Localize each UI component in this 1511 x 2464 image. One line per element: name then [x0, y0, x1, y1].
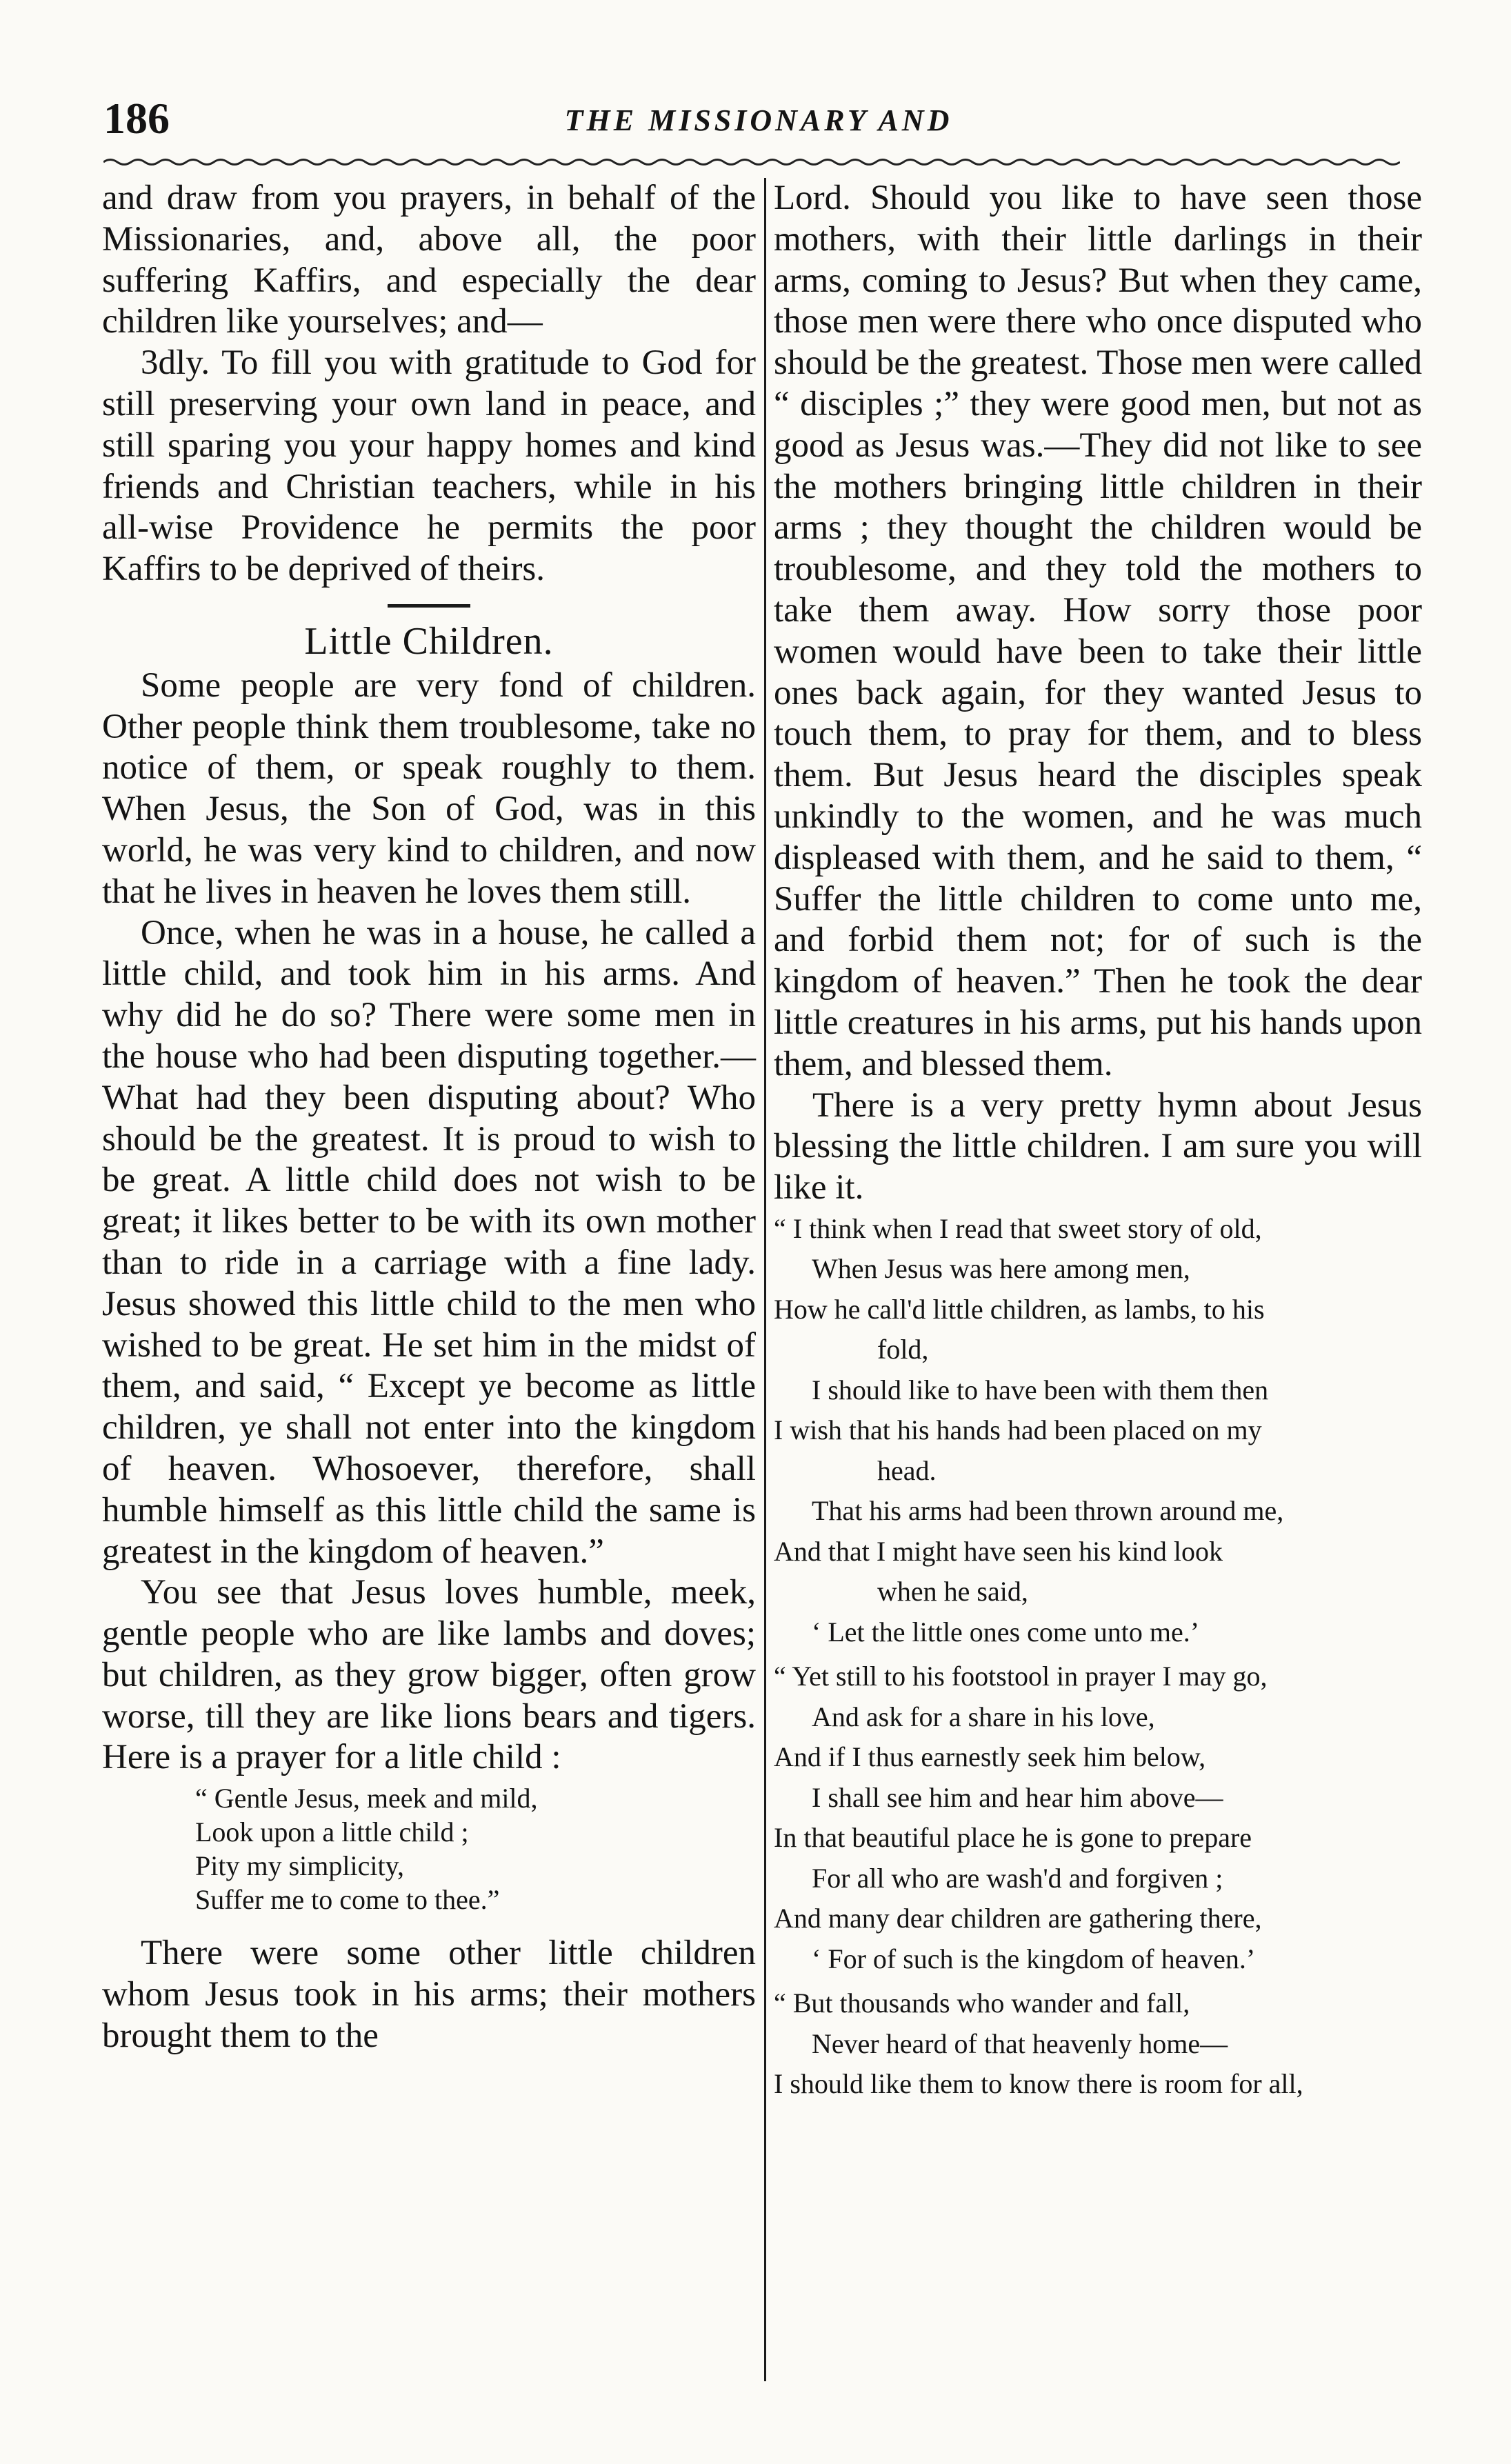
section-rule	[388, 604, 470, 608]
verse-line: ‘ Let the little ones come unto me.’	[812, 1616, 1200, 1647]
left-column	[102, 178, 756, 2057]
paragraph: There is a very pretty hymn about Jesus blessing the little children. I am sure you will like it.	[774, 1085, 1422, 1208]
paragraph: Once, when he was in a house, he called a little child, and took him in his arms. And why did he do so? There were some men in the house who had been disputing together.—What had they been disputing about? Who should be the greatest. It is proud to wish to be great. A little child does not wish to be great; it likes better to be with its own mother than to ride in a carriage with a fine lady. Jesus showed this little child to the men who wished to be great. He set him in the midst of them, and said, “ Except ye become as little children, ye shall not enter into the kingdom of heaven. Whosoever, therefore, shall humble himself as this little child the same is greatest in the kingdom of heaven.”	[102, 913, 756, 1571]
verse-line: ‘ For of such is the kingdom of heaven.’	[812, 1943, 1256, 1974]
verse-line: “ I think when I read that sweet story of old,	[774, 1212, 1262, 1244]
verse-line: Pity my simplicity,	[195, 1850, 404, 1882]
verse-line: Never heard of that heavenly home—	[812, 2027, 1228, 2059]
paragraph: Lord. Should you like to have seen those mothers, with their little darlings in their arms, coming to Jesus? But when they came, those men were there who once disputed who should be the greatest. Those men were called “ disciples ;” they were good men, but not as good as Jesus was.—They did not like to see the mothers bringing little children in their arms ; they thought the children would be troublesome, and they told the mothers to take them away. How sorry those poor women would have been to take their little ones back again, for they wanted Jesus to touch them, to pray for them, and to bless them. But Jesus heard the disciples speak unkindly to the women, and he was much displeased with them, and he said to them, “ Suffer the little children to come unto me, and forbid them not; for of such is the kingdom of heaven.” Then he took the dear little creatures in his arms, put his hands upon them, and blessed them.	[774, 179, 1422, 1083]
running-title: THE MISSIONARY AND	[564, 103, 953, 137]
hymn-stanza	[774, 1983, 1422, 2105]
column-divider	[764, 178, 766, 2381]
verse-line: “ But thousands who wander and fall,	[774, 1987, 1190, 2019]
hymn	[774, 1209, 1422, 2105]
verse-line: And that I might have seen his kind look	[774, 1535, 1223, 1567]
wavy-header-rule	[103, 155, 1400, 169]
verse-line: head.	[877, 1454, 937, 1486]
hymn-stanza	[774, 1209, 1422, 1653]
paragraph: 3dly. To fill you with gratitude to God for still preserving your own land in peace, and still sparing you your happy homes and kind friends and Christian teachers, while in his all-wise Providence he permits the poor Kaffirs to be deprived of theirs.	[102, 343, 756, 589]
paragraph: and draw from you prayers, in behalf of the Missionaries, and, above all, the poor suffering Kaffirs, and especially the dear children like yourselves; and—	[102, 179, 756, 341]
verse-line: I should like them to know there is room for all,	[774, 2068, 1303, 2100]
hymn-stanza	[774, 1656, 1422, 1979]
section-heading: Little Children.	[304, 619, 554, 663]
paragraph: You see that Jesus loves humble, meek, gentle people who are like lambs and doves; but children, as they grow bigger, often grow worse, till they are like lions bears and tigers. Here is a prayer for a litle child :	[102, 1573, 756, 1777]
verse-line: How he call'd little children, as lambs, to his	[774, 1293, 1265, 1325]
prayer-verse	[195, 1781, 756, 1916]
verse-line: When Jesus was here among men,	[812, 1253, 1190, 1285]
paragraph: Some people are very fond of children. Other people think them troublesome, take no notice of them, or speak roughly to them. When Jesus, the Son of God, was in this world, he was very kind to children, and now that he lives in heaven he loves them still.	[102, 665, 756, 911]
page-header	[97, 93, 1421, 148]
right-column	[774, 178, 1422, 2109]
verse-line: And if I thus earnestly seek him below,	[774, 1741, 1206, 1773]
verse-line: Suffer me to come to thee.”	[195, 1884, 500, 1916]
verse-line: “ Yet still to his footstool in prayer I may go,	[774, 1661, 1268, 1692]
verse-line: fold,	[877, 1334, 929, 1365]
verse-line: when he said,	[877, 1576, 1028, 1607]
verse-line: I wish that his hands had been placed on my	[774, 1414, 1262, 1446]
verse-line: For all who are wash'd and forgiven ;	[812, 1862, 1223, 1894]
page-number: 186	[103, 94, 170, 143]
verse-line: That his arms had been thrown around me,	[812, 1495, 1284, 1527]
verse-line: I should like to have been with them then	[812, 1374, 1269, 1405]
paragraph: There were some other little children whom Jesus took in his arms; their mothers brought them to the	[102, 1934, 756, 2055]
verse-line: I shall see him and hear him above—	[812, 1781, 1223, 1813]
verse-line: And many dear children are gathering there,	[774, 1903, 1262, 1934]
verse-line: And ask for a share in his love,	[812, 1701, 1155, 1732]
verse-line: Look upon a little child ;	[195, 1816, 469, 1848]
verse-line: In that beautiful place he is gone to prepare	[774, 1822, 1252, 1854]
verse-line: “ Gentle Jesus, meek and mild,	[195, 1783, 538, 1814]
